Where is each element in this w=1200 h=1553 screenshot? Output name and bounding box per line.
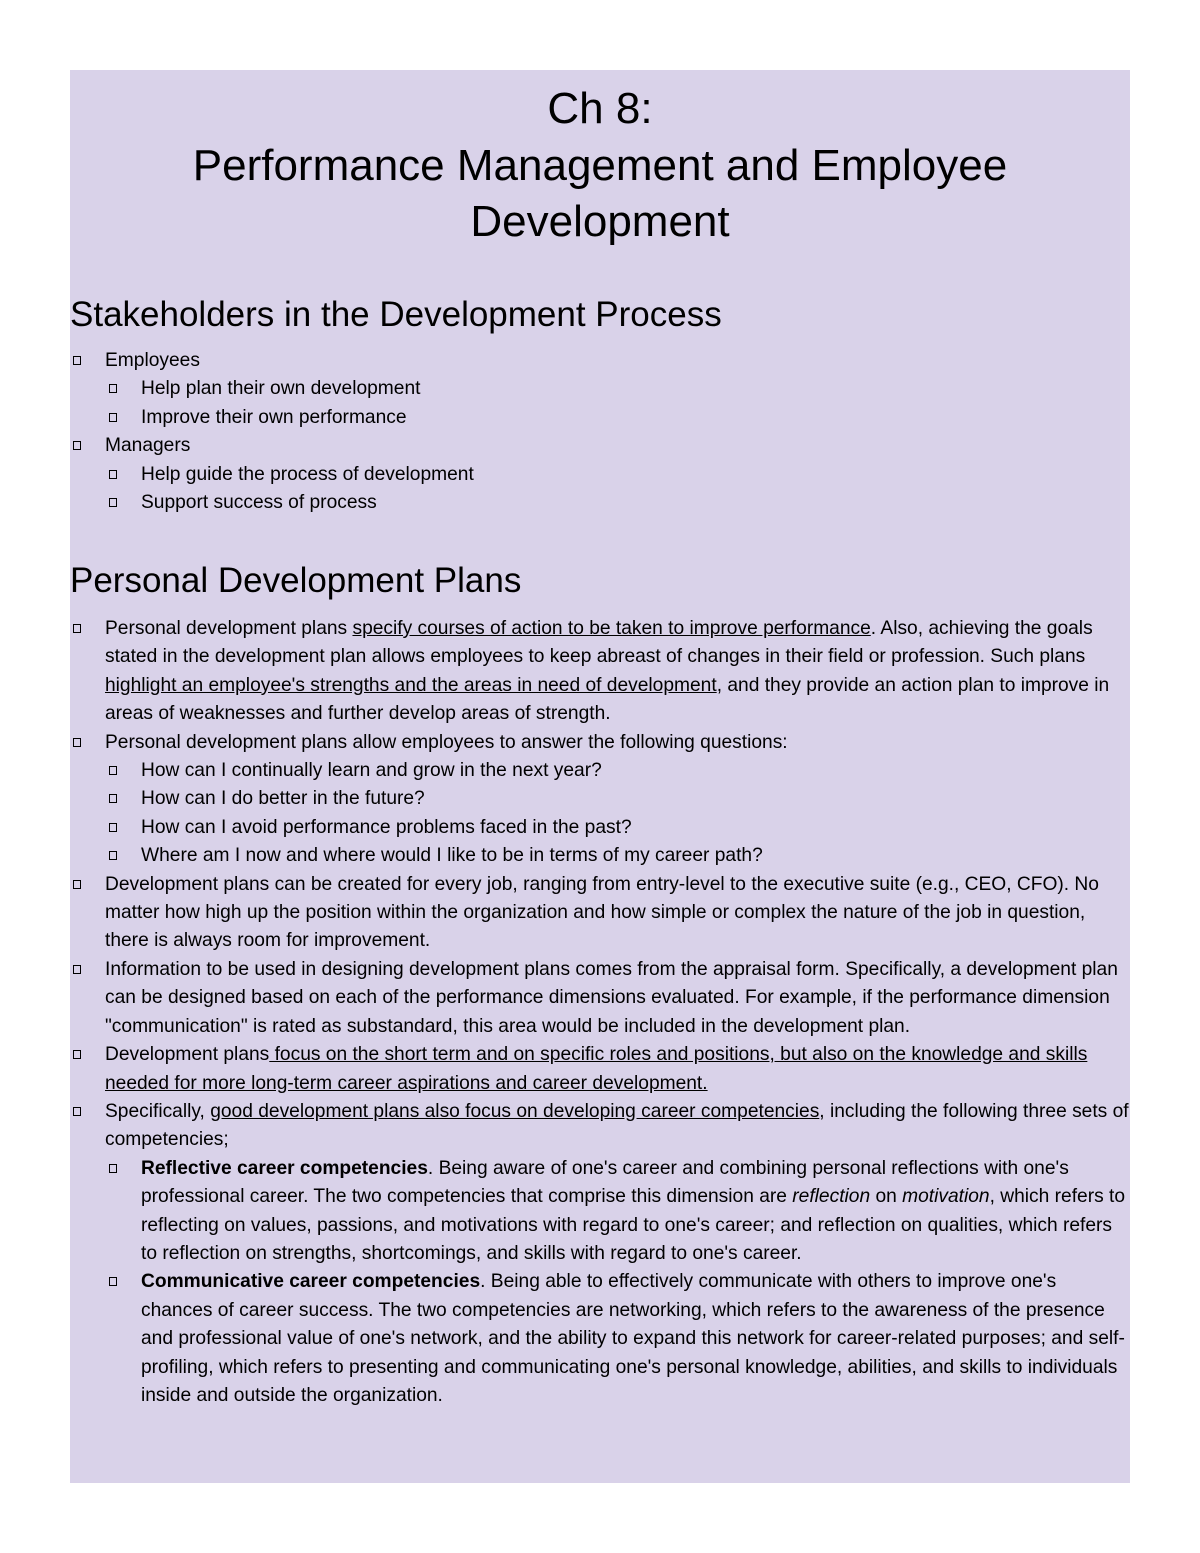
list-item: Improve their own performance [70,404,1130,432]
checkbox-bullet-icon [109,470,117,479]
section-heading-stakeholders: Stakeholders in the Development Process [70,295,722,334]
list-item: How can I do better in the future? [70,785,1130,813]
list-item: Development plans focus on the short term and on specific roles and positions, but also on the knowledge and skills needed for more long-term career aspirations and career development. [70,1041,1130,1098]
chapter-number: Ch 8: [547,84,653,133]
checkbox-bullet-icon [109,384,117,393]
list-item: Development plans can be created for every job, ranging from entry-level to the executive suite (e.g., CEO, CFO). No matter how high up the position within the organization and how simple or complex the nature of the job in question, there is always room for improvement. [70,871,1130,956]
development-plans-list [70,615,1130,1410]
list-item: Help plan their own development [70,375,1130,403]
stakeholders-list [70,347,1130,517]
term-reflective-competencies: Reflective career competencies [141,1157,428,1179]
checkbox-bullet-icon [109,1164,117,1173]
checkbox-bullet-icon [73,1107,81,1116]
checkbox-bullet-icon [109,766,117,775]
list-item: Managers [70,432,1130,460]
chapter-title: Performance Management and Employee Development [192,141,1008,246]
list-item: Help guide the process of development [70,461,1130,489]
term-communicative-competencies: Communicative career competencies [141,1271,481,1293]
list-item: Information to be used in designing development plans comes from the appraisal form. Specifically, a development plan can be designed based on each of the performance dimensions evaluated. For example, if the performance dimension "communication" is rated as substandard, this area would be included in the development plan. [70,956,1130,1041]
list-item: Where am I now and where would I like to be in terms of my career path? [70,842,1130,870]
checkbox-bullet-icon [109,851,117,860]
checkbox-bullet-icon [73,880,81,889]
checkbox-bullet-icon [109,413,117,422]
checkbox-bullet-icon [109,794,117,803]
document-page [70,70,1130,1483]
list-item: Employees [70,347,1130,375]
checkbox-bullet-icon [109,823,117,832]
list-item: Reflective career competencies. Being aware of one's career and combining personal reflections with one's professional career. The two competencies that comprise this dimension are reflection on motivation, which refers to reflecting on values, passions, and motivations with regard to one's career; and reflection on qualities, which refers to reflection on strengths, shortcomings, and skills with regard to one's career. [70,1155,1130,1269]
list-item: How can I continually learn and grow in the next year? [70,757,1130,785]
checkbox-bullet-icon [73,738,81,747]
list-item: How can I avoid performance problems faced in the past? [70,814,1130,842]
list-item: Support success of process [70,489,1130,517]
checkbox-bullet-icon [73,356,81,365]
checkbox-bullet-icon [109,498,117,507]
checkbox-bullet-icon [109,1277,117,1286]
list-item: Specifically, good development plans also focus on developing career competencies, including the following three sets of competencies; [70,1098,1130,1155]
list-item: Personal development plans allow employees to answer the following questions: [70,729,1130,757]
list-item: Communicative career competencies. Being able to effectively communicate with others to improve one's chances of career success. The two competencies are networking, which refers to the awareness of the presence and professional value of one's network, and the ability to expand this network for career-related purposes; and self-profiling, which refers to presenting and communicating one's personal knowledge, abilities, and skills to individuals inside and outside the organization. [70,1268,1130,1410]
section-heading-personal-development-plans: Personal Development Plans [70,561,522,600]
checkbox-bullet-icon [73,441,81,450]
list-item: Personal development plans specify courses of action to be taken to improve performance. Also, achieving the goals stated in the development plan allows employees to keep abreast of changes in their field or profession. Such plans highlight an employee's strengths and the areas in need of development, and they provide an action plan to improve in areas of weaknesses and further develop areas of strength. [70,615,1130,729]
checkbox-bullet-icon [73,624,81,633]
checkbox-bullet-icon [73,965,81,974]
checkbox-bullet-icon [73,1050,81,1059]
